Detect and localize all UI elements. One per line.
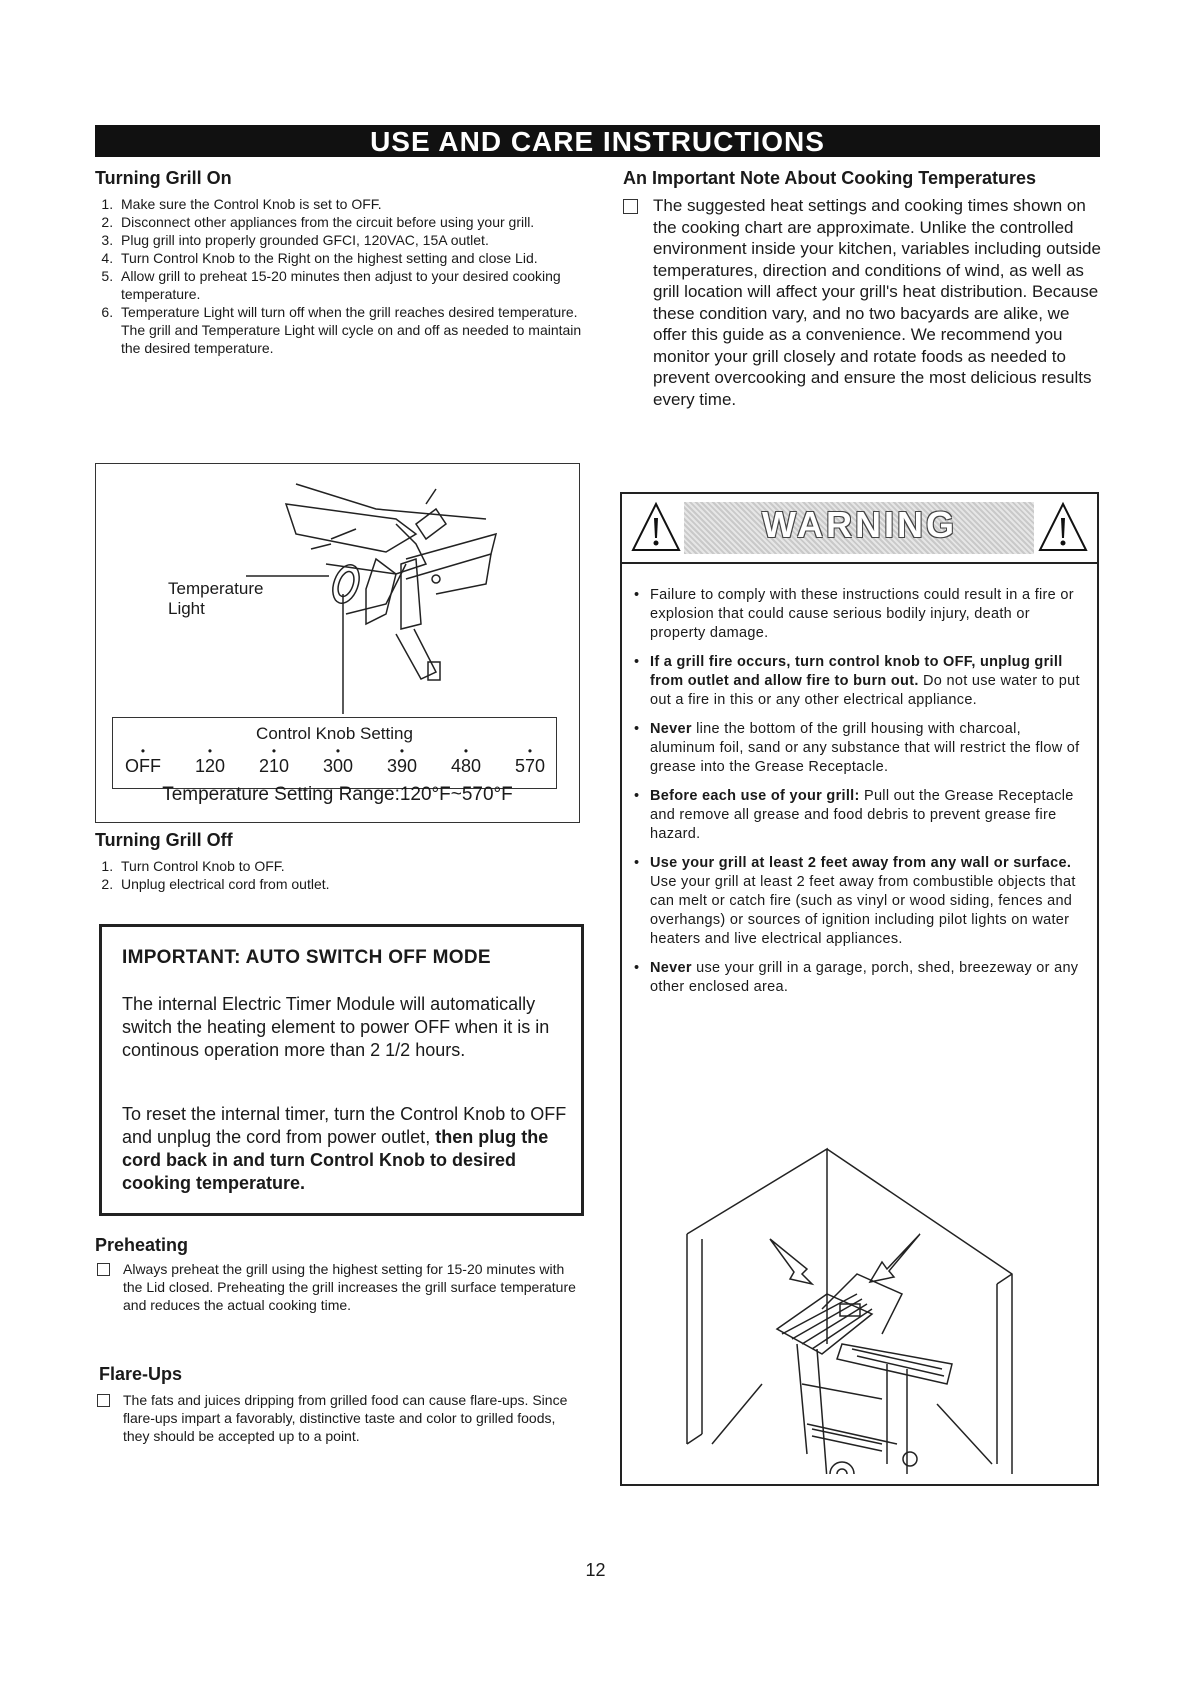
- warning-item: [634, 720, 1089, 777]
- preheating-text: Always preheat the grill using the highest setting for 15-20 minutes with the Lid closed. Preheating the grill increases the grill surface temperature and reduces the actual cooking time.: [123, 1261, 576, 1313]
- list-item: 6. Temperature Light will turn off when the grill reaches desired temperature. The grill and Temperature Light will cycle on and off as needed to maintain the desired temperature.: [117, 303, 585, 357]
- list-item: 2. Disconnect other appliances from the circuit before using your grill.: [117, 213, 585, 231]
- important-paragraph-2: [122, 1103, 567, 1195]
- flareups-heading: Flare-Ups: [99, 1364, 183, 1384]
- list-item: 5. Allow grill to preheat 15-20 minutes then adjust to your desired cooking temperature.: [117, 267, 585, 303]
- warning-item-text: use your grill in a garage, porch, shed, breezeway or any other enclosed area.: [650, 960, 1079, 995]
- warning-item-text: Pull out the Grease Receptacle and remove all grease and food debris to prevent grease fire hazard.: [650, 788, 1074, 842]
- control-knob-setting-title: Control Knob Setting: [256, 724, 413, 743]
- warning-item-bold: If a grill fire occurs, turn control knob to OFF, unplug grill from outlet and allow fire to burn out.: [650, 654, 1063, 689]
- warning-item: [634, 854, 1089, 949]
- control-knob-figure: [95, 463, 580, 823]
- list-item: 1. Turn Control Knob to OFF.: [117, 857, 585, 875]
- warning-item-bold: Before each use of your grill:: [650, 788, 860, 804]
- knob-setting-tick: • 120: [195, 756, 225, 777]
- important-paragraph-1: The internal Electric Timer Module will automatically switch the heating element to power OFF when it is in continous operation more than 2 1/2 hours.: [122, 994, 550, 1060]
- knob-setting-tick: • 570: [515, 756, 545, 777]
- flareups-text: The fats and juices dripping from grilled food can cause flare-ups. Since flare-ups impart a favorably, distinctive taste and color to grilled foods, they should be accepted up to a point.: [123, 1392, 568, 1444]
- list-item: 2. Unplug electrical cord from outlet.: [117, 875, 585, 893]
- checkbox-square-icon: [623, 199, 638, 214]
- bullet-icon: •: [634, 721, 640, 737]
- temperature-light-label-line1: Temperature: [168, 579, 264, 598]
- cooking-note-heading: An Important Note About Cooking Temperatures: [623, 168, 1037, 188]
- auto-switch-off-notice: [99, 924, 584, 1216]
- preheating-item: [95, 1260, 585, 1314]
- page-banner: USE AND CARE INSTRUCTIONS: [95, 125, 1100, 157]
- warning-item-text: Use your grill at least 2 feet away from combustible objects that can melt or catch fire (such as vinyl or wood siding, fences and overhangs) or sources of ignition including pilot lights on water heaters and live electrical appliances.: [650, 874, 1076, 947]
- warning-item: [634, 653, 1089, 710]
- warning-item-text: Failure to comply with these instructions could result in a fire or explosion that could cause serious bodily injury, death or property damage.: [650, 587, 1074, 641]
- flareups-section: [95, 1364, 585, 1445]
- warning-item-text: line the bottom of the grill housing with charcoal, aluminum foil, sand or any substance that will restrict the flow of grease into the Grease Receptacle.: [650, 721, 1080, 775]
- page-number: 12: [585, 1560, 606, 1580]
- warning-title: WARNING: [762, 504, 957, 545]
- knob-settings-scale: [125, 756, 545, 777]
- checkbox-square-icon: [97, 1263, 110, 1276]
- important-title: IMPORTANT: AUTO SWITCH OFF MODE: [122, 947, 491, 968]
- cooking-temperatures-section: [623, 168, 1103, 410]
- knob-setting-tick: • 390: [387, 756, 417, 777]
- cooking-note-text: The suggested heat settings and cooking times shown on the cooking chart are approximate. Unlike the controlled environment inside your kitchen, variables including outside temperatures, direction and conditions of wind, as well as grill location will affect your grill's heat distribution. Because these condition vary, and no two bacyards are alike, we offer this guide as a convenience. We recommend you monitor your grill closely and rotate foods as needed to prevent overcooking and ensure the most delicious results every time.: [653, 196, 1101, 409]
- warning-triangle-icon: [1037, 500, 1089, 554]
- turning-on-section: [95, 168, 585, 357]
- warning-item: [634, 959, 1089, 997]
- temperature-light-label-line2: Light: [168, 599, 205, 618]
- list-item: 3. Plug grill into properly grounded GFCI, 120VAC, 15A outlet.: [117, 231, 585, 249]
- turning-off-steps: [95, 857, 585, 893]
- preheating-heading: Preheating: [95, 1235, 189, 1255]
- list-item: 4. Turn Control Knob to the Right on the highest setting and close Lid.: [117, 249, 585, 267]
- warning-item: [634, 787, 1089, 844]
- bullet-icon: •: [634, 587, 640, 603]
- bullet-icon: •: [634, 855, 640, 871]
- list-item: 1. Make sure the Control Knob is set to OFF.: [117, 195, 585, 213]
- important-paragraph-2-bold: then plug the cord back in and turn Control Knob to desired cooking temperature.: [122, 1127, 549, 1193]
- warning-item: [634, 586, 1089, 643]
- preheating-section: [95, 1235, 585, 1314]
- bullet-icon: •: [634, 654, 640, 670]
- knob-setting-tick: • 300: [323, 756, 353, 777]
- bullet-icon: •: [634, 960, 640, 976]
- knob-setting-tick: • OFF: [125, 756, 161, 777]
- bullet-icon: •: [634, 788, 640, 804]
- turning-on-heading: Turning Grill On: [95, 168, 232, 188]
- turning-off-section: [95, 830, 585, 893]
- warning-box: [620, 492, 1099, 1486]
- grill-clearance-illustration: [682, 1144, 1042, 1474]
- control-knob-setting-box: [112, 717, 557, 789]
- turning-on-steps: [95, 195, 585, 357]
- turning-off-heading: Turning Grill Off: [95, 830, 233, 850]
- flareups-item: [95, 1391, 585, 1445]
- temperature-range: Temperature Setting Range:120°F~570°F: [162, 784, 513, 805]
- warning-item-bold: Use your grill at least 2 feet away from any wall or surface.: [650, 855, 1072, 871]
- warning-header: [622, 494, 1097, 564]
- knob-setting-tick: • 480: [451, 756, 481, 777]
- knob-setting-tick: • 210: [259, 756, 289, 777]
- warning-item-bold: Never: [650, 960, 692, 976]
- cooking-note-item: [623, 195, 1103, 410]
- warning-list: [634, 586, 1089, 1007]
- checkbox-square-icon: [97, 1394, 110, 1407]
- warning-item-bold: Never: [650, 721, 692, 737]
- warning-item-text: Do not use water to put out a fire in this or any other electrical appliance.: [650, 673, 1080, 708]
- temperature-light-label: [168, 579, 263, 619]
- important-paragraph-2-plain: To reset the internal timer, turn the Control Knob to OFF and unplug the cord from power outlet,: [122, 1104, 567, 1147]
